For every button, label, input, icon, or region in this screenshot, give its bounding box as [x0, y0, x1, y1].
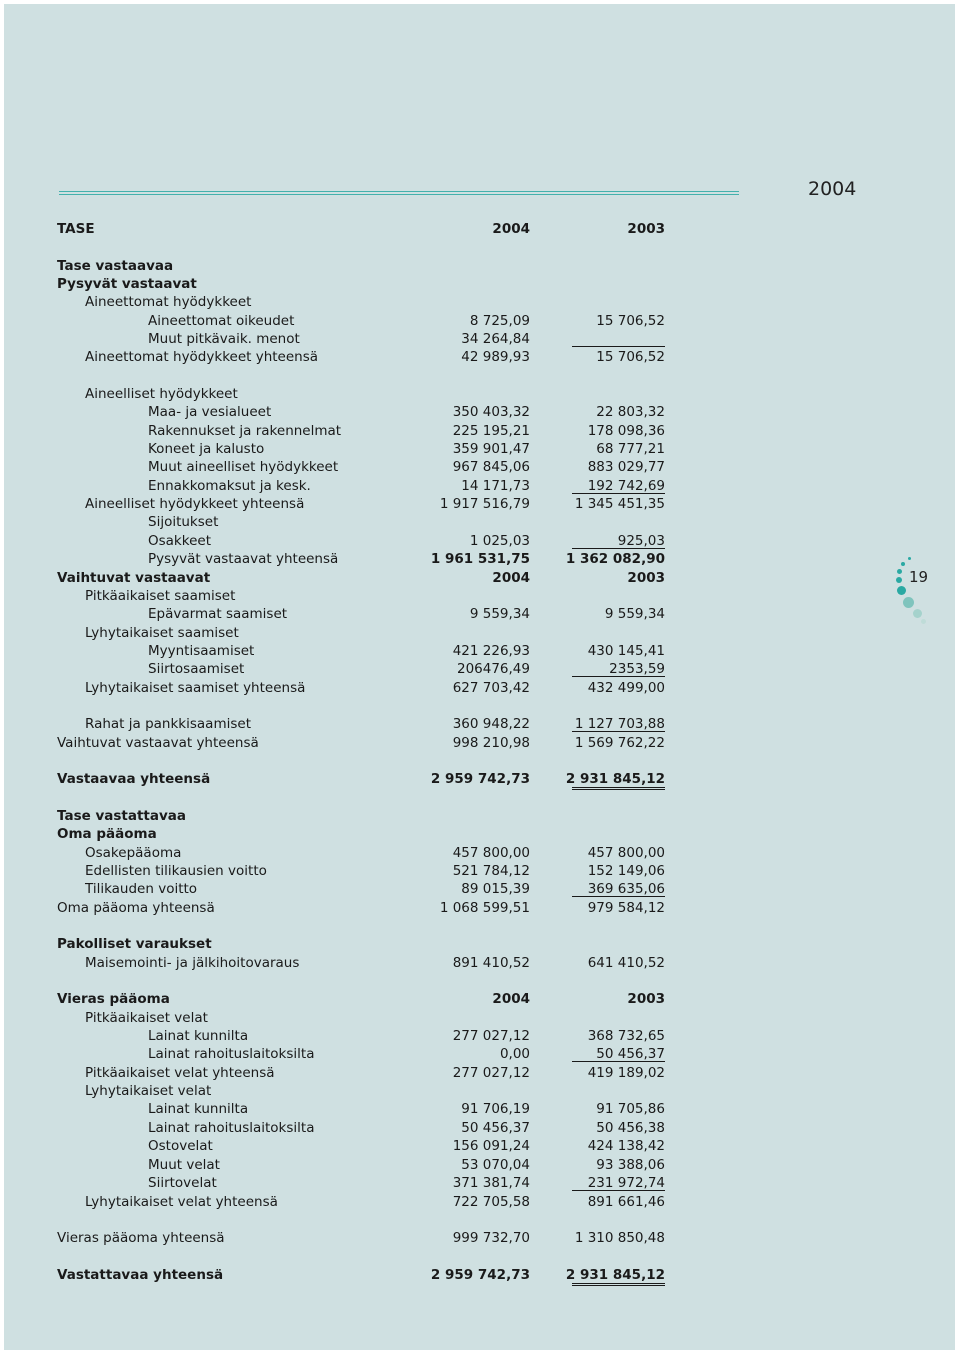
section-heading [0, 807, 960, 825]
table-row [0, 660, 960, 678]
table-row [0, 440, 960, 458]
value-2003: 1 127 703,88 [574, 716, 665, 732]
row-label: Aineettomat hyödykkeet [85, 294, 252, 310]
row-label: Siirtovelat [148, 1175, 217, 1191]
group-heading [0, 624, 960, 642]
value-2003: 152 149,06 [587, 863, 665, 879]
value-2004: 350 403,32 [452, 404, 530, 420]
table-row [0, 330, 960, 348]
header-rule [59, 191, 739, 195]
value-2004: 999 732,70 [452, 1230, 530, 1246]
table-row [0, 954, 960, 972]
row-label: Pysyvät vastaavat yhteensä [148, 551, 339, 567]
value-2003: 15 706,52 [596, 313, 665, 329]
table-row [0, 1137, 960, 1155]
group-heading [0, 1009, 960, 1027]
table-row [0, 1156, 960, 1174]
value-2003: 1 345 451,35 [574, 496, 665, 512]
value-2004: 277 027,12 [452, 1028, 530, 1044]
value-2003: 369 635,06 [587, 881, 665, 897]
value-2004: 891 410,52 [452, 955, 530, 971]
header-year: 2004 [808, 178, 857, 200]
page-number: 19 [909, 568, 929, 586]
value-2003: 231 972,74 [587, 1175, 665, 1191]
row-label: Osakepääoma [85, 845, 182, 861]
value-2003: 68 777,21 [596, 441, 665, 457]
value-2003: 50 456,37 [596, 1046, 665, 1062]
subtotal-row [0, 679, 960, 697]
value-2004: 14 171,73 [461, 478, 530, 494]
column-header-2004: 2004 [492, 570, 530, 586]
row-label: Lyhytaikaiset saamiset [85, 625, 239, 641]
value-2003: 22 803,32 [596, 404, 665, 420]
table-row [0, 844, 960, 862]
row-label: Osakkeet [148, 533, 211, 549]
value-2004: 2 959 742,73 [430, 1267, 530, 1283]
value-2003: 2 931 845,12 [565, 1267, 665, 1283]
row-label: Edellisten tilikausien voitto [85, 863, 267, 879]
table-row [0, 458, 960, 476]
section-heading [0, 257, 960, 275]
value-2004: 359 901,47 [452, 441, 530, 457]
value-2003: 430 145,41 [587, 643, 665, 659]
subtotal-row [0, 550, 960, 568]
value-2004: 206476,49 [456, 661, 530, 677]
row-label: Vastattavaa yhteensä [57, 1267, 224, 1283]
value-2004: 8 725,09 [469, 313, 530, 329]
row-label: Siirtosaamiset [148, 661, 245, 677]
table-row [0, 312, 960, 330]
value-2003: 883 029,77 [587, 459, 665, 475]
row-label: Aineelliset hyödykkeet [85, 386, 238, 402]
table-row [0, 642, 960, 660]
value-2003: 891 661,46 [587, 1194, 665, 1210]
row-label: Koneet ja kalusto [148, 441, 265, 457]
row-label: Vaihtuvat vastaavat [57, 570, 211, 586]
value-2004: 225 195,21 [452, 423, 530, 439]
table-row [0, 1045, 960, 1063]
row-label: Aineelliset hyödykkeet yhteensä [85, 496, 305, 512]
value-2004: 457 800,00 [452, 845, 530, 861]
row-label: Lainat rahoituslaitoksilta [148, 1120, 315, 1136]
table-row [0, 862, 960, 880]
table-title: TASE [57, 221, 95, 237]
value-2004: 421 226,93 [452, 643, 530, 659]
row-label: Lainat rahoituslaitoksilta [148, 1046, 315, 1062]
column-header-2003: 2003 [627, 221, 665, 237]
table-row [0, 1100, 960, 1118]
total-row [0, 770, 960, 788]
value-2003: 192 742,69 [587, 478, 665, 494]
value-2004: 50 456,37 [461, 1120, 530, 1136]
row-label: Pysyvät vastaavat [57, 276, 197, 292]
row-label: Muut pitkävaik. menot [148, 331, 300, 347]
value-2003: 93 388,06 [596, 1157, 665, 1173]
value-2004: 89 015,39 [461, 881, 530, 897]
value-2003: 457 800,00 [587, 845, 665, 861]
table-row [0, 477, 960, 495]
value-2004: 627 703,42 [452, 680, 530, 696]
value-2003: 424 138,42 [587, 1138, 665, 1154]
row-label: Vaihtuvat vastaavat yhteensä [57, 735, 259, 751]
value-2003: 1 310 850,48 [574, 1230, 665, 1246]
row-label: Ostovelat [148, 1138, 213, 1154]
row-label: Oma pääoma [57, 826, 157, 842]
column-header-2004: 2004 [492, 991, 530, 1007]
value-2004: 0,00 [499, 1046, 530, 1062]
value-2004: 1 917 516,79 [439, 496, 530, 512]
row-label: Aineettomat hyödykkeet yhteensä [85, 349, 319, 365]
group-heading [0, 587, 960, 605]
row-label: Myyntisaamiset [148, 643, 255, 659]
row-label: Lainat kunnilta [148, 1028, 249, 1044]
value-2003: 178 098,36 [587, 423, 665, 439]
row-label: Vieras pääoma yhteensä [57, 1230, 225, 1246]
value-2004: 2 959 742,73 [430, 771, 530, 787]
row-label: Epävarmat saamiset [148, 606, 288, 622]
section-heading [0, 275, 960, 293]
column-header-2003: 2003 [627, 570, 665, 586]
row-label: Oma pääoma yhteensä [57, 900, 215, 916]
total-row [0, 1266, 960, 1284]
subtotal-row [0, 734, 960, 752]
row-label: Pitkäaikaiset velat yhteensä [85, 1065, 275, 1081]
value-2003: 2 931 845,12 [565, 771, 665, 787]
row-label: Sijoitukset [148, 514, 219, 530]
table-row [0, 1119, 960, 1137]
value-2003: 1 362 082,90 [565, 551, 665, 567]
value-2003: 50 456,38 [596, 1120, 665, 1136]
table-row [0, 605, 960, 623]
value-2004: 156 091,24 [452, 1138, 530, 1154]
table-row [0, 880, 960, 898]
subtotal-row [0, 348, 960, 366]
value-2004: 360 948,22 [452, 716, 530, 732]
value-2004: 722 705,58 [452, 1194, 530, 1210]
value-2003: 91 705,86 [596, 1101, 665, 1117]
subtotal-row [0, 1229, 960, 1247]
value-2003: 9 559,34 [604, 606, 665, 622]
value-2003: 432 499,00 [587, 680, 665, 696]
value-2003: 925,03 [617, 533, 665, 549]
value-2003: 641 410,52 [587, 955, 665, 971]
table-row [0, 403, 960, 421]
value-2004: 967 845,06 [452, 459, 530, 475]
value-2004: 1 068 599,51 [439, 900, 530, 916]
table-row [0, 715, 960, 733]
subtotal-row [0, 1193, 960, 1211]
column-header-2004: 2004 [492, 221, 530, 237]
subtotal-row [0, 1064, 960, 1082]
subtotal-row [0, 495, 960, 513]
row-label: Pitkäaikaiset velat [85, 1010, 208, 1026]
value-2004: 53 070,04 [461, 1157, 530, 1173]
row-label: Tase vastaavaa [57, 258, 174, 274]
table-row [0, 422, 960, 440]
group-heading [0, 513, 960, 531]
row-label: Tilikauden voitto [85, 881, 198, 897]
row-label: Rakennukset ja rakennelmat [148, 423, 342, 439]
group-heading [0, 385, 960, 403]
row-label: Pakolliset varaukset [57, 936, 212, 952]
row-label: Vieras pääoma [57, 991, 170, 1007]
row-label: Lyhytaikaiset velat [85, 1083, 212, 1099]
value-2004: 1 025,03 [469, 533, 530, 549]
row-label: Lyhytaikaiset velat yhteensä [85, 1194, 278, 1210]
row-label: Ennakkomaksut ja kesk. [148, 478, 311, 494]
section-heading [0, 569, 960, 587]
row-label: Tase vastattavaa [57, 808, 187, 824]
value-2003: 979 584,12 [587, 900, 665, 916]
row-label: Maisemointi- ja jälkihoitovaraus [85, 955, 300, 971]
row-label: Muut velat [148, 1157, 220, 1173]
row-label: Vastaavaa yhteensä [57, 771, 211, 787]
table-row [0, 532, 960, 550]
value-2004: 521 784,12 [452, 863, 530, 879]
subtotal-row [0, 899, 960, 917]
row-label: Muut aineelliset hyödykkeet [148, 459, 339, 475]
value-2003: 2353,59 [609, 661, 665, 677]
group-heading [0, 1082, 960, 1100]
value-2003: 419 189,02 [587, 1065, 665, 1081]
table-row [0, 1027, 960, 1045]
table-row [0, 1174, 960, 1192]
value-2004: 277 027,12 [452, 1065, 530, 1081]
value-2003: 1 569 762,22 [574, 735, 665, 751]
row-label: Lainat kunnilta [148, 1101, 249, 1117]
value-2004: 42 989,93 [461, 349, 530, 365]
table-header-row [0, 220, 960, 238]
row-label: Pitkäaikaiset saamiset [85, 588, 236, 604]
row-label: Rahat ja pankkisaamiset [85, 716, 251, 732]
section-heading [0, 990, 960, 1008]
row-label: Aineettomat oikeudet [148, 313, 295, 329]
section-heading [0, 935, 960, 953]
group-heading [0, 293, 960, 311]
value-2004: 34 264,84 [461, 331, 530, 347]
value-2004: 91 706,19 [461, 1101, 530, 1117]
value-2003: 368 732,65 [587, 1028, 665, 1044]
section-heading [0, 825, 960, 843]
row-label: Lyhytaikaiset saamiset yhteensä [85, 680, 306, 696]
value-2003: 15 706,52 [596, 349, 665, 365]
value-2004: 371 381,74 [452, 1175, 530, 1191]
row-label: Maa- ja vesialueet [148, 404, 272, 420]
value-2004: 9 559,34 [469, 606, 530, 622]
column-header-2003: 2003 [627, 991, 665, 1007]
value-2004: 1 961 531,75 [430, 551, 530, 567]
value-2004: 998 210,98 [452, 735, 530, 751]
